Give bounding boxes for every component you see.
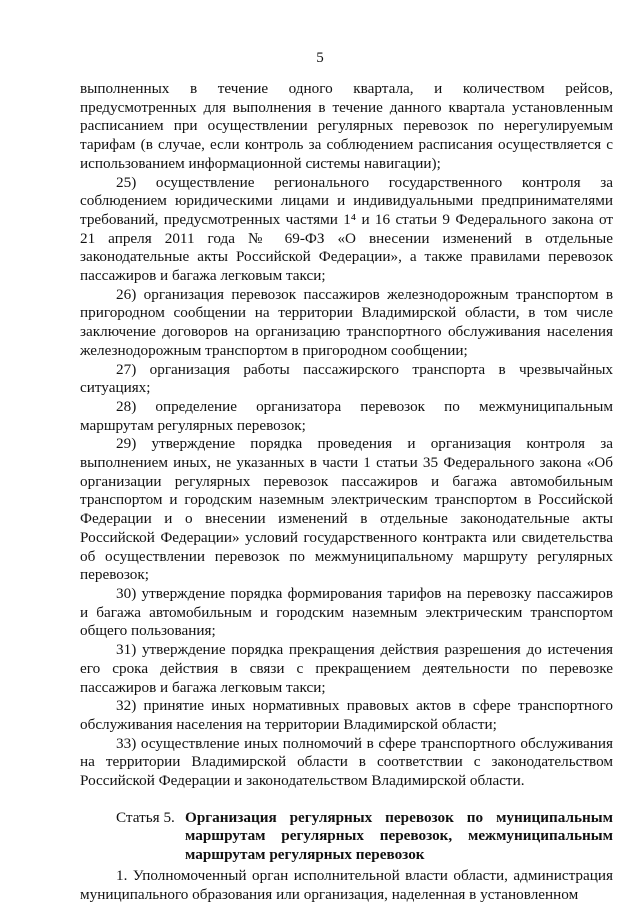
paragraph-item-32: 32) принятие иных нормативных правовых актов в сфере транспортного обслуживания населения на территории Владимирской области; [80, 697, 613, 733]
paragraph-item-26: 26) организация перевозок пассажиров железнодорожным транспортом в пригородном сообщении на территории Владимирской области, в том числе заключение договоров на организацию транспортного обслуживания населения железнодорожным транспортом в пригородном сообщении; [80, 285, 613, 359]
paragraph-item-25: 25) осуществление регионального государственного контроля за соблюдением юридическими лицами и индивидуальными предпринимателями требований, предусмотренных частями 1⁴ и 16 статьи 9 Федерального закона от 21 апреля 2011 года № 69-ФЗ «О внесении изменений в отдельные законодательные акты Российской Федерации», а также правилами перевозок пассажиров и багажа легковым такси; [80, 173, 613, 285]
paragraph-article-5-item-1: 1. Уполномоченный орган исполнительной власти области, администрация муниципального образования или организация, наделенная в установленном [80, 866, 613, 903]
paragraph-item-28: 28) определение организатора перевозок по межмуниципальным маршрутам регулярных перевозок; [80, 397, 613, 434]
article-label: Статья 5. [116, 808, 175, 826]
document-body [80, 80, 613, 904]
paragraph-item-27: 27) организация работы пассажирского транспорта в чрезвычайных ситуациях; [80, 360, 613, 397]
article-title: Организация регулярных перевозок по муниципальным маршрутам регулярных перевозок, межмуниципальным маршрутам регулярных перевозок [185, 808, 613, 864]
paragraph-item-31: 31) утверждение порядка прекращения действия разрешения до истечения его срока действия в связи с прекращением деятельности по перевозке пассажиров и багажа легковым такси; [80, 641, 613, 696]
page-number: 5 [316, 50, 324, 66]
paragraph-item-33: 33) осуществление иных полномочий в сфере транспортного обслуживания на территории Владимирской области в соответствии с законодательством Российской Федерации и законодательством Владимирской области. [80, 734, 613, 790]
paragraph-item-29: 29) утверждение порядка проведения и организация контроля за выполнением иных, не указанных в части 1 статьи 35 Федерального закона «Об организации регулярных перевозок пассажиров и багажа автомобильным транспортом и городским наземным электрическим транспортом в Российской Федерации и о внесении изменений в отдельные законодательные акты Российской Федерации» условий государственного контракта или свидетельства об осуществлении перевозок по межмуниципальному маршруту регулярных перевозок; [80, 435, 613, 584]
paragraph-continuation: выполненных в течение одного квартала, и количеством рейсов, предусмотренных для выполнения в течение данного квартала установленным расписанием при осуществлении регулярных перевозок по нерегулируемым тарифам (в случае, если контроль за соблюдением расписания осуществляется с использованием информационной системы навигации); [80, 80, 613, 172]
paragraph-item-30: 30) утверждение порядка формирования тарифов на перевозку пассажиров и багажа автомобильным и городским наземным электрическим транспортом общего пользования; [80, 584, 613, 640]
article-heading [80, 809, 613, 865]
